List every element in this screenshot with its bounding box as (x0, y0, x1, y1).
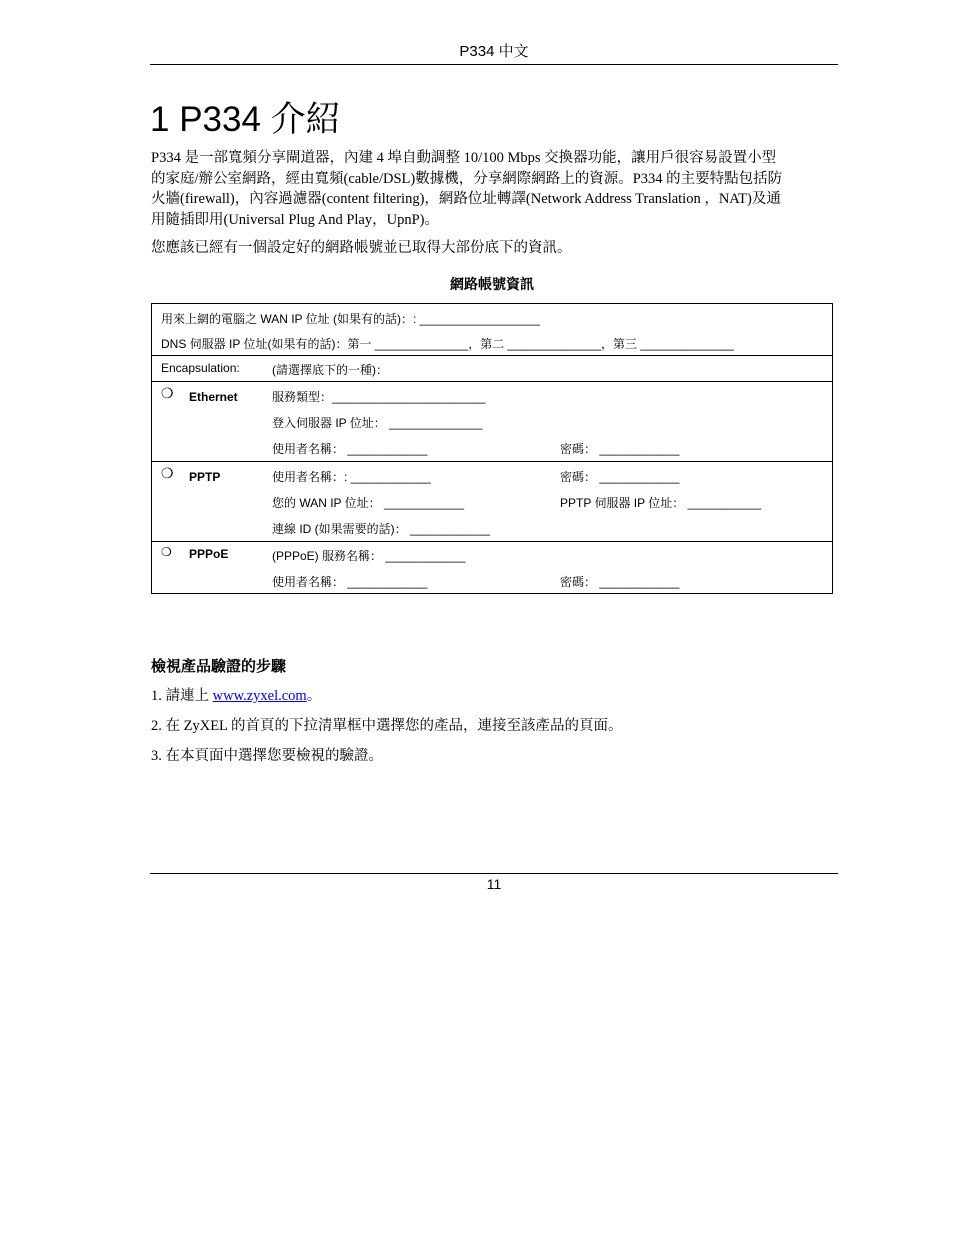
ethernet-password: 密碼： ____________ (560, 442, 680, 456)
pptp-server-ip: PPTP 伺服器 IP 位址： ___________ (560, 496, 761, 510)
chapter-title: 1 P334 介紹 (150, 100, 341, 139)
ethernet-label: Ethernet (189, 390, 238, 404)
network-info-table (151, 303, 833, 594)
page-header: P334 中文 (459, 43, 529, 60)
step-1-suffix: 。 (306, 688, 322, 704)
zyxel-website-link[interactable]: www.zyxel.com (212, 688, 307, 704)
steps-title: 檢視產品驗證的步驟 (151, 659, 287, 675)
intro-paragraph (151, 148, 835, 230)
pptp-wan-ip: 您的 WAN IP 位址： ____________ (272, 496, 465, 510)
ethernet-radio[interactable]: ❍ (161, 385, 174, 401)
section-divider (152, 541, 832, 542)
pptp-password: 密碼： ____________ (560, 470, 680, 484)
pppoe-password: 密碼： ____________ (560, 575, 680, 589)
ethernet-login-server: 登入伺服器 IP 位址： ______________ (272, 416, 483, 430)
page-number: 11 (486, 876, 502, 892)
pppoe-label: PPPoE (189, 547, 229, 561)
table-title: 網路帳號資訊 (450, 276, 534, 292)
pppoe-username: 使用者名稱： ____________ (272, 575, 428, 589)
step-3: 3. 在本頁面中選擇您要檢視的驗證。 (151, 748, 383, 764)
step-2: 2. 在 ZyXEL 的首頁的下拉清單框中選擇您的產品，連接至該產品的頁面。 (151, 718, 623, 734)
encapsulation-label: Encapsulation: (161, 361, 240, 375)
intro-line-3: 火牆(firewall)，內容過濾器(content filtering)，網路位址轉譯(Network Address Translation ，NAT)及通 (151, 191, 781, 207)
step-1-prefix: 1. 請連上 (151, 688, 213, 704)
pptp-label: PPTP (189, 470, 221, 484)
dns-server-fields: DNS 伺服器 IP 位址(如果有的話)：第一 ______________，第二 ______________，第三 ______________ (161, 337, 734, 351)
section-divider (152, 381, 832, 382)
header-rule (150, 64, 838, 65)
wan-ip-field: 用來上網的電腦之 WAN IP 位址 (如果有的話)：: __________________ (161, 312, 540, 326)
footer-rule (150, 873, 838, 874)
pppoe-radio[interactable]: ❍ (161, 545, 172, 559)
intro-line-4: 用隨插即用(Universal Plug And Play，UpnP)。 (151, 211, 439, 228)
ethernet-service-type: 服務類型：_______________________ (272, 390, 486, 404)
intro-line-2: 的家庭/辦公室網路，經由寬頻(cable/DSL)數據機，分享網際網路上的資源。P334 的主要特點包括防 (151, 170, 783, 187)
intro-line-1: P334 是一部寬頻分享閘道器，內建 4 埠自動調整 10/100 Mbps 交換器功能，讓用戶很容易設置小型 (151, 150, 777, 166)
pptp-username: 使用者名稱：: ____________ (272, 470, 431, 484)
pptp-radio[interactable]: ❍ (161, 465, 174, 481)
step-1 (151, 684, 321, 705)
encapsulation-hint: (請選擇底下的一種)： (272, 363, 388, 377)
section-divider (152, 355, 832, 356)
pptp-connection-id: 連線 ID (如果需要的話)： ____________ (272, 522, 491, 536)
prerequisite-note: 您應該已經有一個設定好的網路帳號並已取得大部份底下的資訊。 (151, 240, 572, 256)
section-divider (152, 461, 832, 462)
pppoe-service-name: (PPPoE) 服務名稱： ____________ (272, 549, 466, 563)
ethernet-username: 使用者名稱： ____________ (272, 442, 428, 456)
